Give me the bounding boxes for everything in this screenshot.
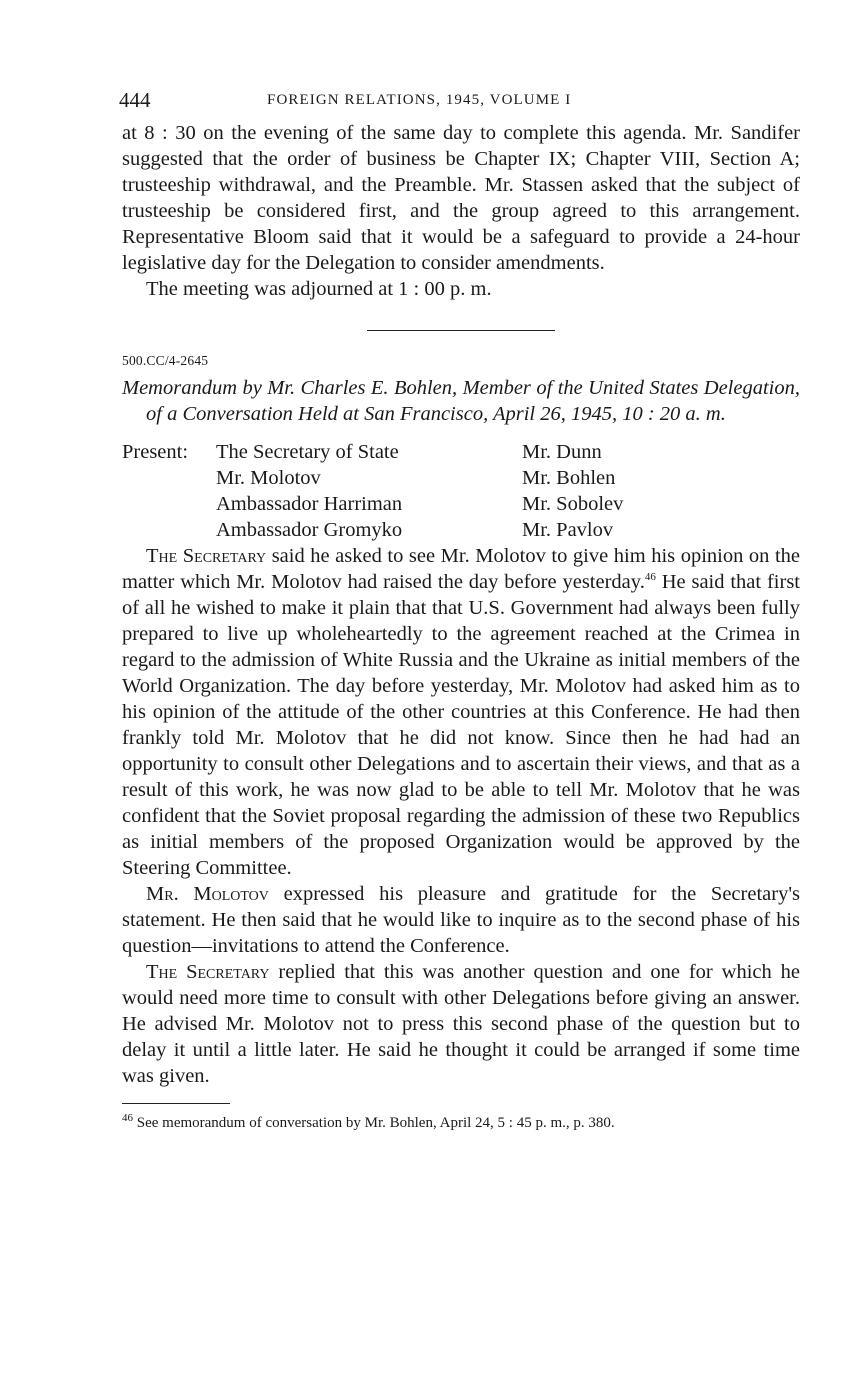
- speaker-name: Mr. Molotov: [146, 883, 269, 905]
- paragraph-text: replied that this was another question and one for which he would need more time to consult with other Delegations before giving an answer. He advised Mr. Molotov not to press this second phase of the question but to delay it until a little later. He said he thought it could be arranged if some time was given.: [122, 961, 800, 1087]
- footnote: [122, 1114, 800, 1133]
- attendee: Ambassador Harriman: [216, 493, 403, 515]
- footnote-number: 46: [122, 1112, 133, 1124]
- page-number: 444: [119, 88, 151, 112]
- attendee: The Secretary of State: [216, 441, 399, 463]
- attendee: Mr. Molotov: [216, 467, 321, 489]
- paragraph-text: He said that first of all he wished to make it plain that that U.S. Government had always been fully prepared to live up wholeheartedly to the agreement reached at the Crimea in regard to the admission of White Russia and the Ukraine as initial members of the World Organization. The day before yesterday, Mr. Molotov had asked him as to his opinion of the attitude of the other countries at this Conference. He had then frankly told Mr. Molotov that he did not know. Since then he had had an opportunity to consult other Delegations and to ascertain their views, and that as a result of this work, he was now glad to be able to tell Mr. Molotov that he was confident that the Soviet proposal regarding the admission of these two Republics as initial members of the proposed Organization would be approved by the Steering Committee.: [122, 571, 800, 879]
- attendees-right: [522, 439, 802, 543]
- adjournment-line: The meeting was adjourned at 1 : 00 p. m.: [146, 278, 492, 300]
- speaker-name: The Secretary: [146, 961, 270, 983]
- body-paragraph: [122, 959, 800, 1089]
- present-label: Present:: [122, 441, 189, 463]
- attendee: Mr. Pavlov: [522, 519, 614, 541]
- document-id: 500.CC/4-2645: [122, 353, 209, 368]
- footnote-divider: [122, 1103, 230, 1104]
- paragraph-text: expressed his pleasure and gratitude for the Secretary's statement. He then said that he would like to inquire as to the second phase of his question—invitations to attend the Conference.: [122, 883, 800, 957]
- body-paragraph: [122, 543, 800, 881]
- attendee: Mr. Sobolev: [522, 493, 624, 515]
- attendees-list: [122, 439, 800, 543]
- footnote-reference[interactable]: 46: [644, 571, 656, 584]
- attendees-left: [216, 439, 522, 543]
- section-divider: [367, 330, 555, 331]
- document-page: [119, 88, 800, 1133]
- memo-title: Memorandum by Mr. Charles E. Bohlen, Member of the United States Delegation, of a Conversation Held at San Francisco, April 26, 1945, 10 : 20 a. m.: [122, 377, 800, 425]
- speaker-name: The Secretary: [146, 545, 267, 567]
- opening-paragraph: at 8 : 30 on the evening of the same day to complete this agenda. Mr. Sandifer suggested that the order of business be Chapter IX; Chapter VIII, Section A; trusteeship withdrawal, and the Preamble. Mr. Stassen asked that the subject of trusteeship be considered first, and the group agreed to this arrangement. Representative Bloom said that it would be a safeguard to provide a 24-hour legislative day for the Delegation to consider amendments.: [122, 122, 800, 274]
- attendee: Mr. Bohlen: [522, 467, 616, 489]
- paragraph-text: said he asked to see Mr. Molotov to give him his opinion on the matter which Mr. Molotov had raised the day before yesterday.: [122, 545, 800, 593]
- attendee: Ambassador Gromyko: [216, 519, 403, 541]
- attendee: Mr. Dunn: [522, 441, 602, 463]
- running-title: FOREIGN RELATIONS, 1945, VOLUME I: [267, 92, 572, 108]
- footnote-text: See memorandum of conversation by Mr. Bohlen, April 24, 5 : 45 p. m., p. 380.: [133, 1115, 615, 1131]
- body-paragraph: [122, 881, 800, 959]
- page-header: [119, 88, 800, 116]
